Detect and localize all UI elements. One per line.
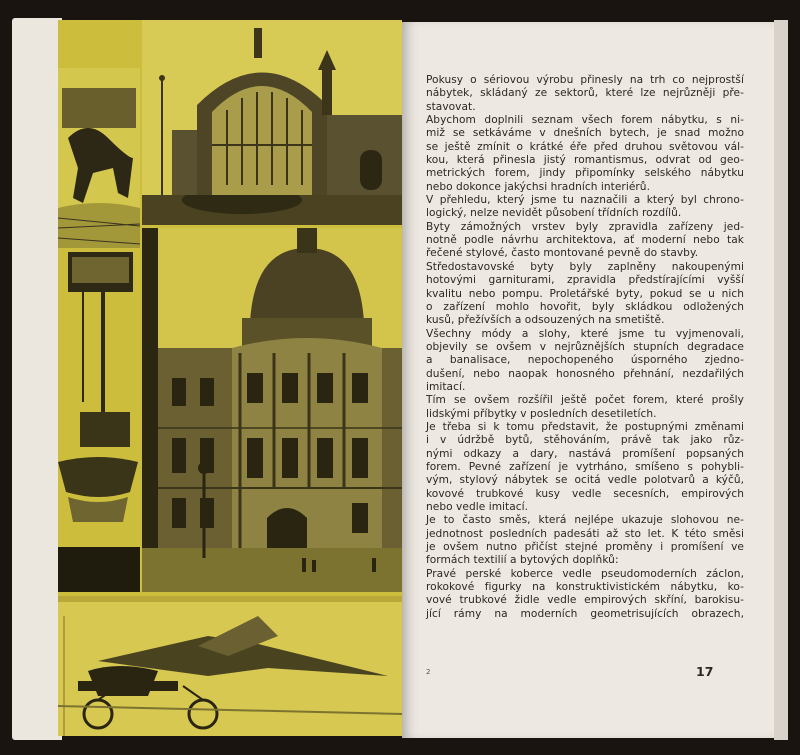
text-line: metrických forem, jindy připomínky selského nábytku — [426, 167, 744, 180]
text-line: se ještě zmínit o krátké éře před druhou světovou vál- — [426, 140, 744, 153]
text-line: stavovat. — [426, 100, 476, 113]
text-line: Pravé perské koberce vedle pseudomoderních záclon, — [426, 567, 744, 580]
text-line: nábytek, skládaný ze sektorů, které lze nejrůzněji pře- — [426, 87, 744, 100]
text-line: hotovými garniturami, zpravidla předstírajícími vyšší — [426, 274, 744, 287]
text-line: jící rámy na moderních geometrisujících obrazech, — [426, 607, 744, 620]
text-line: objevily se ovšem v nejrůznějších stupních degradace — [426, 340, 744, 353]
text-line: vým, stylový nábytek se ocitá vedle polotvarů a kýčů, — [426, 474, 744, 487]
text-line: je ovšem nutno přičíst stejné proměny i promíšení ve — [426, 541, 744, 554]
text-line: Je třeba si k tomu představit, že postupnými změnami — [426, 420, 744, 433]
left-page-photo-collage — [58, 20, 402, 736]
text-line: o zařízení mohlo hovořit, byly skládkou odložených — [426, 300, 744, 313]
text-line: nebo vedle imitací. — [426, 501, 529, 513]
image-horseman-engraving — [58, 68, 140, 248]
right-page-text — [402, 22, 774, 738]
text-line: kvalitu nebo pompu. Proletářské byty, pokud se u nich — [426, 287, 744, 300]
text-line: jednotnost posledních padesáti až sto let. K této směsi — [426, 527, 744, 540]
text-line: Středostavovské byty byly zaplněny nakoupenými — [426, 260, 744, 273]
text-line: logický, nelze nevidět působení třídních rozdílů. — [426, 207, 682, 220]
body-text — [426, 74, 744, 621]
page-number: 17 — [696, 664, 714, 679]
text-line: kovové trubkové kusy vedle secesních, empirových — [426, 487, 744, 500]
text-line: rokokové figurky na konstruktivistickém nábytku, ko- — [426, 581, 744, 594]
book-cover-edge-right — [774, 20, 788, 740]
text-line: miž se setkáváme v dnešních bytech, je snad možno — [426, 127, 744, 140]
text-line: řečené stylové, často montované pevně do stavby. — [426, 247, 699, 260]
text-line: Byty zámožných vrstev byly zpravidla zařízeny jed- — [426, 220, 744, 233]
text-line: Abychom doplnili seznam všech forem nábytku, s ni- — [426, 114, 744, 127]
text-line: dušení, nebo naopak honosného přehnání, nezdařilých — [426, 367, 744, 380]
text-line: lidskými příbytky v posledních desetiletích. — [426, 407, 657, 420]
text-line: formách textilií a bytových doplňků: — [426, 554, 619, 567]
image-early-aircraft — [58, 596, 402, 736]
book-cover-edge-left — [12, 18, 62, 740]
image-water-pump-and-ornament — [58, 252, 140, 592]
text-line: Pokusy o sériovou výrobu přinesly na trh co nejprostší — [426, 74, 744, 86]
text-line: notně podle návrhu architektova, ať moderní nebo tak — [426, 234, 744, 247]
text-line: forem. Pevné zařízení je vytrháno, smíšeno s pohybli- — [426, 460, 744, 473]
text-line: imitací. — [426, 380, 466, 393]
text-line: a banalisace, nepochopeného úsporného zjedno- — [426, 354, 744, 367]
text-line: kusů, přežívších a odsouzených na smetiště. — [426, 314, 665, 327]
text-line: kou, která přinesla jistý romantismus, odvrat od geo- — [426, 154, 744, 167]
text-line: vové trubkové židle vedle empirových skříní, barokisu- — [426, 594, 744, 607]
page-mark: 2 — [426, 668, 431, 676]
text-line: V přehledu, který jsme tu naznačili a který byl chrono- — [426, 194, 744, 207]
text-line: i v údržbě bytů, stěhováním, právě tak jako růz- — [426, 434, 744, 447]
image-domed-palace-building — [142, 228, 402, 592]
text-line: Všechny módy a slohy, které jsme tu vyjmenovali, — [426, 327, 744, 340]
text-line: Je to často směs, která nejlépe ukazuje slohovou ne- — [426, 514, 744, 527]
image-exhibition-hall-facade — [142, 20, 402, 225]
text-line: nebo dokonce jakýchsi hradních interiérů. — [426, 180, 650, 193]
text-line: Tím se ovšem rozšířil ještě počet forem, které prošly — [426, 394, 744, 407]
text-line: nými odkazy a dary, nastává promíšení popsaných — [426, 447, 744, 460]
